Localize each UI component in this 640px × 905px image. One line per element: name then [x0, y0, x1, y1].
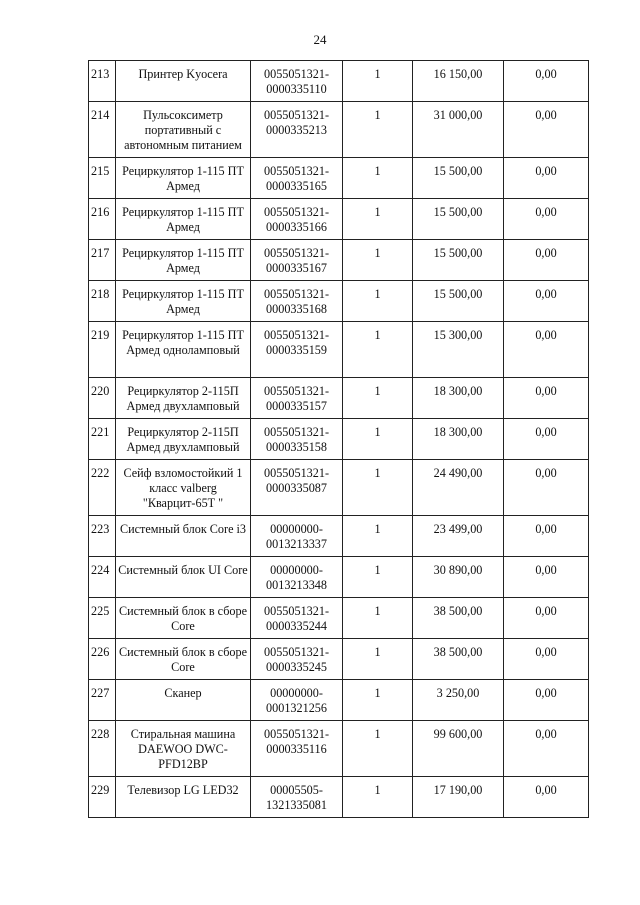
inventory-code-cell: 0055051321-0000335166	[251, 199, 343, 240]
price-cell: 38 500,00	[413, 639, 504, 680]
row-number-cell: 220	[89, 378, 116, 419]
inventory-code-cell: 0055051321-0000335168	[251, 281, 343, 322]
amount-cell: 0,00	[504, 460, 589, 516]
item-name-cell: Рециркулятор 2-115П Армед двухламповый	[116, 378, 251, 419]
row-number-cell: 221	[89, 419, 116, 460]
row-number-cell: 225	[89, 598, 116, 639]
quantity-cell: 1	[343, 102, 413, 158]
price-cell: 38 500,00	[413, 598, 504, 639]
quantity-cell: 1	[343, 61, 413, 102]
inventory-code-cell: 0055051321-0000335157	[251, 378, 343, 419]
row-number-cell: 228	[89, 721, 116, 777]
amount-cell: 0,00	[504, 598, 589, 639]
quantity-cell: 1	[343, 419, 413, 460]
table-row	[89, 322, 589, 378]
row-number-cell: 227	[89, 680, 116, 721]
item-name-cell: Стиральная машина DAEWOO DWC-PFD12BP	[116, 721, 251, 777]
amount-cell: 0,00	[504, 639, 589, 680]
price-cell: 99 600,00	[413, 721, 504, 777]
table-row	[89, 777, 589, 818]
table-row	[89, 419, 589, 460]
inventory-code-cell: 0055051321-0000335087	[251, 460, 343, 516]
item-name-cell: Телевизор LG LED32	[116, 777, 251, 818]
quantity-cell: 1	[343, 777, 413, 818]
item-name-cell: Рециркулятор 1-115 ПТ Армед одноламповый	[116, 322, 251, 378]
inventory-code-cell: 00005505-1321335081	[251, 777, 343, 818]
item-name-cell: Пульсоксиметр портативный с автономным питанием	[116, 102, 251, 158]
amount-cell: 0,00	[504, 777, 589, 818]
row-number-cell: 214	[89, 102, 116, 158]
row-number-cell: 215	[89, 158, 116, 199]
quantity-cell: 1	[343, 516, 413, 557]
price-cell: 16 150,00	[413, 61, 504, 102]
item-name-cell: Рециркулятор 1-115 ПТ Армед	[116, 240, 251, 281]
quantity-cell: 1	[343, 557, 413, 598]
price-cell: 18 300,00	[413, 419, 504, 460]
table-row	[89, 102, 589, 158]
table-row	[89, 199, 589, 240]
inventory-table	[88, 60, 589, 818]
amount-cell: 0,00	[504, 322, 589, 378]
price-cell: 17 190,00	[413, 777, 504, 818]
inventory-code-cell: 0055051321-0000335158	[251, 419, 343, 460]
table-row	[89, 378, 589, 419]
item-name-cell: Системный блок Core i3	[116, 516, 251, 557]
inventory-code-cell: 0055051321-0000335116	[251, 721, 343, 777]
amount-cell: 0,00	[504, 199, 589, 240]
inventory-code-cell: 0055051321-0000335159	[251, 322, 343, 378]
amount-cell: 0,00	[504, 61, 589, 102]
table-row	[89, 460, 589, 516]
item-name-cell: Рециркулятор 1-115 ПТ Армед	[116, 281, 251, 322]
quantity-cell: 1	[343, 639, 413, 680]
item-name-cell: Системный блок в сборе Core	[116, 598, 251, 639]
amount-cell: 0,00	[504, 158, 589, 199]
quantity-cell: 1	[343, 322, 413, 378]
page-number: 24	[313, 32, 327, 47]
quantity-cell: 1	[343, 680, 413, 721]
quantity-cell: 1	[343, 199, 413, 240]
price-cell: 24 490,00	[413, 460, 504, 516]
price-cell: 30 890,00	[413, 557, 504, 598]
price-cell: 3 250,00	[413, 680, 504, 721]
table-row	[89, 281, 589, 322]
amount-cell: 0,00	[504, 378, 589, 419]
inventory-code-cell: 00000000-0013213348	[251, 557, 343, 598]
item-name-cell: Системный блок в сборе Core	[116, 639, 251, 680]
row-number-cell: 216	[89, 199, 116, 240]
row-number-cell: 217	[89, 240, 116, 281]
quantity-cell: 1	[343, 460, 413, 516]
amount-cell: 0,00	[504, 419, 589, 460]
amount-cell: 0,00	[504, 240, 589, 281]
amount-cell: 0,00	[504, 557, 589, 598]
quantity-cell: 1	[343, 378, 413, 419]
row-number-cell: 223	[89, 516, 116, 557]
inventory-code-cell: 0055051321-0000335244	[251, 598, 343, 639]
inventory-code-cell: 0055051321-0000335245	[251, 639, 343, 680]
item-name-cell: Сканер	[116, 680, 251, 721]
inventory-code-cell: 0055051321-0000335213	[251, 102, 343, 158]
item-name-cell: Рециркулятор 1-115 ПТ Армед	[116, 199, 251, 240]
price-cell: 15 500,00	[413, 281, 504, 322]
amount-cell: 0,00	[504, 516, 589, 557]
inventory-code-cell: 00000000-0001321256	[251, 680, 343, 721]
table-row	[89, 61, 589, 102]
quantity-cell: 1	[343, 281, 413, 322]
row-number-cell: 213	[89, 61, 116, 102]
amount-cell: 0,00	[504, 721, 589, 777]
quantity-cell: 1	[343, 158, 413, 199]
price-cell: 15 500,00	[413, 158, 504, 199]
row-number-cell: 229	[89, 777, 116, 818]
price-cell: 31 000,00	[413, 102, 504, 158]
amount-cell: 0,00	[504, 102, 589, 158]
inventory-code-cell: 0055051321-0000335165	[251, 158, 343, 199]
price-cell: 18 300,00	[413, 378, 504, 419]
row-number-cell: 218	[89, 281, 116, 322]
row-number-cell: 222	[89, 460, 116, 516]
quantity-cell: 1	[343, 721, 413, 777]
table-row	[89, 557, 589, 598]
inventory-table-body	[89, 61, 589, 818]
inventory-code-cell: 00000000-0013213337	[251, 516, 343, 557]
table-row	[89, 680, 589, 721]
item-name-cell: Сейф взломостойкий 1 класс valberg "Кварцит-65Т "	[116, 460, 251, 516]
inventory-code-cell: 0055051321-0000335110	[251, 61, 343, 102]
table-row	[89, 516, 589, 557]
price-cell: 15 500,00	[413, 240, 504, 281]
row-number-cell: 224	[89, 557, 116, 598]
price-cell: 23 499,00	[413, 516, 504, 557]
row-number-cell: 219	[89, 322, 116, 378]
table-row	[89, 721, 589, 777]
table-row	[89, 598, 589, 639]
quantity-cell: 1	[343, 598, 413, 639]
price-cell: 15 300,00	[413, 322, 504, 378]
row-number-cell: 226	[89, 639, 116, 680]
item-name-cell: Принтер Kyocera	[116, 61, 251, 102]
quantity-cell: 1	[343, 240, 413, 281]
table-row	[89, 639, 589, 680]
table-row	[89, 240, 589, 281]
item-name-cell: Рециркулятор 1-115 ПТ Армед	[116, 158, 251, 199]
price-cell: 15 500,00	[413, 199, 504, 240]
amount-cell: 0,00	[504, 281, 589, 322]
item-name-cell: Рециркулятор 2-115П Армед двухламповый	[116, 419, 251, 460]
amount-cell: 0,00	[504, 680, 589, 721]
inventory-code-cell: 0055051321-0000335167	[251, 240, 343, 281]
item-name-cell: Системный блок UI Core	[116, 557, 251, 598]
table-row	[89, 158, 589, 199]
